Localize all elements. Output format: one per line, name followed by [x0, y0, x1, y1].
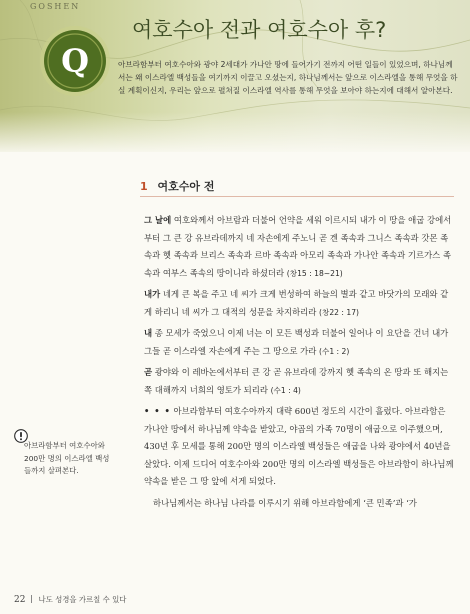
- verse-reference: (수1 : 2): [319, 346, 350, 356]
- side-note-text: 아브라함부터 여호수아와 200만 명의 이스라엘 백성 들까지 살펴본다.: [24, 441, 110, 475]
- book-title: 나도 성경을 가르칠 수 있다: [38, 595, 127, 604]
- bullet-dots: • • •: [144, 406, 171, 416]
- footer-divider: [31, 595, 32, 603]
- section-label: 여호수아 전: [157, 180, 215, 193]
- intro-text: 아브라함부터 여호수아와 광야 2세대가 가나안 땅에 들어가기 전까지 어떤 일들이 있었으며, 하나님께서는 왜 이스라엘 백성들을 여기까지 이끌고 오셨는지, 하나님께서는 앞으로 이스라엘을 통해 무엇을 하실 계획이신지, 우리는 앞으로 펼쳐질 이스라엘 역사를 통해 무엇을 보아야 하는지에 대해서 알아본다.: [118, 60, 458, 95]
- commentary-paragraph: • • • 아브라함부터 여호수아까지 대략 600년 정도의 시간이 흘렀다. 아브라함은 가나안 땅에서 하나님께 약속을 받았고, 야곱의 가족 70명이 애굽으로 이주했으며, 430년 후 모세를 통해 200만 명의 이스라엘 백성들은 애굽을 나와 광야에서 40년을 살았다. 이제 드디어 여호수아와 200만 명의 이스라엘 백성들은 아브라함이 하나님께 약속을 받은 그 땅 앞에 서게 되었다.: [144, 406, 454, 486]
- badge-letter: Q: [61, 42, 89, 80]
- map-label: GOSHEN: [30, 2, 81, 11]
- main-text: [144, 212, 454, 516]
- section-divider: [140, 196, 454, 197]
- scripture-paragraph: 곧 광야와 이 레바논에서부터 큰 강 곧 유브라데 강까지 헷 족속의 온 땅과 또 해지는 쪽 대해까지 너희의 영토가 되리라 (수1 : 4): [144, 367, 449, 395]
- q-badge-icon: [38, 24, 112, 98]
- verse-reference: (창22 : 17): [319, 307, 359, 317]
- header-fade: [0, 112, 470, 152]
- verse-reference: (수1 : 4): [270, 385, 301, 395]
- scripture-paragraph: 내 종 모세가 죽었으니 이제 너는 이 모든 백성과 더불어 일어나 이 요단을 건너 내가 그들 곧 이스라엘 자손에게 주는 그 땅으로 가라 (수1 : 2): [144, 328, 449, 356]
- section-number: 1: [140, 180, 148, 193]
- scripture-paragraph: 내가 네게 큰 복을 주고 네 씨가 크게 번성하여 하늘의 별과 같고 바닷가의 모래와 같게 하리니 네 씨가 그 대적의 성문을 차지하리라 (창22 : 17): [144, 289, 449, 317]
- page-footer: [14, 594, 126, 605]
- scripture-paragraph: 그 날에 여호와께서 아브람과 더불어 언약을 세워 이르시되 내가 이 땅을 애굽 강에서부터 그 큰 강 유브라데까지 네 자손에게 주노니 곧 겐 족속과 그니스 족속과 갓몬 족속과 헷 족속과 브리스 족속과 르바 족속과 아모리 족속과 가나안 족속과 기르가스 족속과 여부스 족속의 땅이니라 하셨더라 (창15 : 18~21): [144, 215, 452, 278]
- commentary-paragraph: 하나님께서는 하나님 나라를 이루시기 위해 아브라함에게 ‘큰 민족’과 ‘가: [153, 497, 417, 508]
- verse-reference: (창15 : 18~21): [286, 268, 343, 278]
- page-title: 여호수아 전과 여호수아 후?: [132, 18, 387, 42]
- page-number: 22: [14, 595, 26, 605]
- section-heading: [140, 178, 214, 194]
